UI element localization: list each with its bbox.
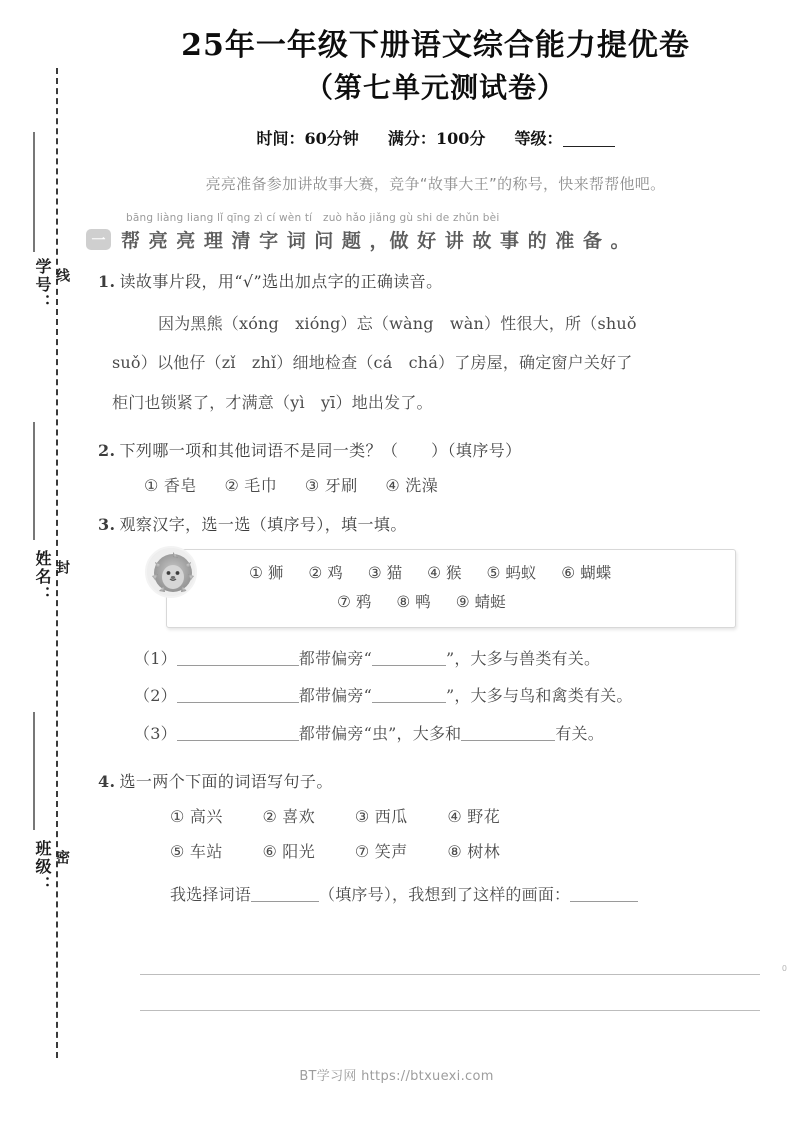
option-item[interactable] xyxy=(224,473,277,496)
question-1-passage xyxy=(98,304,793,422)
question-3-number: 3. xyxy=(98,514,116,534)
fill-row xyxy=(134,677,793,715)
grade-label: 等级： xyxy=(514,129,563,149)
question-2-options xyxy=(98,473,793,496)
option-marker: ⑦ xyxy=(354,841,370,861)
answer-start-blank[interactable] xyxy=(570,885,638,902)
exam-page xyxy=(78,0,793,1122)
question-1-text: 读故事片段，用“√”选出加点字的正确读音。 xyxy=(119,272,443,292)
option-label: 笑声 xyxy=(374,841,408,861)
question-1-number: 1. xyxy=(98,272,116,292)
option-label: 西瓜 xyxy=(374,806,408,826)
char-marker: ⑥ xyxy=(561,563,576,582)
char-marker: ③ xyxy=(367,563,382,582)
option-label: 车站 xyxy=(189,841,223,861)
fill-marker: （3） xyxy=(134,723,177,743)
seal-char-seal: 封 xyxy=(54,560,70,574)
fill-blank-a[interactable] xyxy=(177,649,299,666)
char-label: 鸡 xyxy=(327,563,343,582)
char-marker: ④ xyxy=(427,563,441,582)
intro-text: 亮亮准备参加讲故事大赛，竞争“故事大王”的称号，快来帮帮他吧。 xyxy=(205,175,666,194)
option-item[interactable] xyxy=(355,804,408,827)
seal-char-line: 线 xyxy=(54,268,70,282)
seal-char-secret: 密 xyxy=(54,850,70,864)
character-bank xyxy=(166,549,736,628)
char-item[interactable] xyxy=(456,588,506,617)
fill-blank-b[interactable] xyxy=(372,686,446,703)
passage-line-3: 柜门也锁紧了，才满意（yì yī）地出发了。 xyxy=(112,392,433,412)
option-label: 野花 xyxy=(467,806,501,826)
option-label: 阳光 xyxy=(282,841,316,861)
option-label: 洗澡 xyxy=(405,475,439,495)
section-title: 帮 亮 亮 理 清 字 词 问 题 ，做 好 讲 故 事 的 准 备 。 xyxy=(121,230,631,253)
char-label: 狮 xyxy=(267,563,284,582)
lion-icon xyxy=(145,546,197,598)
char-item[interactable] xyxy=(249,559,283,588)
char-item[interactable] xyxy=(396,588,430,617)
name-blank[interactable] xyxy=(33,422,35,540)
option-label: 高兴 xyxy=(189,806,223,826)
fill-tail: 有关。 xyxy=(555,723,604,743)
char-label: 猫 xyxy=(386,563,403,582)
char-marker: ② xyxy=(308,563,323,582)
time-label: 时间： xyxy=(256,129,305,149)
question-1-head xyxy=(98,269,793,292)
fill-blank-a[interactable] xyxy=(177,724,299,741)
section-pinyin: bāng liàng liang lǐ qīng zì cí wèn tí zuò hǎo jiǎng gù shi de zhǔn bèi xyxy=(126,212,500,225)
answer-choice-blank[interactable] xyxy=(251,885,319,902)
question-2-number: 2. xyxy=(98,440,116,460)
page-tiny-mark: 0 xyxy=(781,964,787,974)
char-label: 蜻蜓 xyxy=(474,593,506,612)
char-marker: ⑤ xyxy=(486,563,501,582)
question-4-options-row-1 xyxy=(98,804,793,827)
option-marker: ⑧ xyxy=(447,841,463,861)
section-number-badge: 一 xyxy=(86,229,111,250)
name-label: 姓名： xyxy=(33,550,52,604)
option-item[interactable] xyxy=(355,839,408,862)
fill-blank-a[interactable] xyxy=(177,686,299,703)
question-2-head xyxy=(98,438,793,461)
question-2 xyxy=(78,438,793,496)
option-marker: ③ xyxy=(354,806,370,826)
question-3-head xyxy=(98,512,793,535)
question-4-answer-prompt xyxy=(98,876,793,914)
score-value: 100分 xyxy=(435,129,486,149)
option-marker: ② xyxy=(262,806,278,826)
option-item[interactable] xyxy=(447,804,500,827)
option-marker: ⑤ xyxy=(170,841,185,861)
option-marker: ④ xyxy=(385,475,401,495)
option-item[interactable] xyxy=(447,839,500,862)
option-label: 毛巾 xyxy=(244,475,278,495)
fill-mid: 都带偏旁“ xyxy=(298,648,372,668)
time-value: 60分钟 xyxy=(304,129,359,149)
fill-mid: 都带偏旁“虫”，大多和 xyxy=(298,723,462,743)
student-id-label: 学号： xyxy=(33,258,52,312)
answer-write-line[interactable] xyxy=(140,975,760,1011)
option-marker: ⑥ xyxy=(262,841,278,861)
question-4 xyxy=(78,769,793,1012)
character-bank-wrap xyxy=(98,549,793,628)
char-item[interactable] xyxy=(337,588,371,617)
student-id-blank[interactable] xyxy=(33,132,35,252)
option-label: 香皂 xyxy=(163,475,197,495)
footer-watermark: BT学习网 https://btxuexi.com xyxy=(299,1069,494,1084)
exam-meta xyxy=(78,126,793,149)
fill-marker: （1） xyxy=(134,648,177,668)
question-1 xyxy=(78,269,793,422)
question-4-options-row-2 xyxy=(98,839,793,862)
fill-blank-b[interactable] xyxy=(461,724,555,741)
question-2-text: 下列哪一项和其他词语不是同一类？（ ）（填序号） xyxy=(119,440,522,460)
char-label: 蝴蝶 xyxy=(580,563,612,582)
fill-row xyxy=(134,715,793,753)
char-item[interactable] xyxy=(561,559,611,588)
char-item[interactable] xyxy=(368,559,402,588)
question-3-text: 观察汉字，选一选（填序号），填一填。 xyxy=(119,514,407,534)
answer-prompt-b: （填序号），我想到了这样的画面： xyxy=(319,884,571,904)
fill-tail: ”，大多与鸟和禽类有关。 xyxy=(445,686,633,706)
char-item[interactable] xyxy=(308,559,342,588)
option-label: 牙刷 xyxy=(324,475,358,495)
passage-line-2: suǒ）以他仔（zǐ zhǐ）细地检查（cá chá）了房屋，确定窗户关好了 xyxy=(112,353,633,373)
question-4-answer-lines xyxy=(98,939,793,1011)
option-item[interactable] xyxy=(170,804,223,827)
character-bank-row-1 xyxy=(167,559,735,588)
char-marker: ⑦ xyxy=(337,593,351,612)
char-item[interactable] xyxy=(427,559,461,588)
char-marker: ① xyxy=(249,563,263,582)
question-3-fills xyxy=(98,640,793,753)
char-label: 鸦 xyxy=(355,593,372,612)
score-label: 满分： xyxy=(387,129,436,149)
question-3 xyxy=(78,512,793,753)
class-label: 班级： xyxy=(33,840,52,894)
char-label: 蚂蚁 xyxy=(505,563,537,582)
page-title: 25年一年级下册语文综合能力提优卷 xyxy=(181,28,690,63)
option-marker: ③ xyxy=(304,475,320,495)
option-marker: ① xyxy=(170,806,185,826)
question-4-head xyxy=(98,769,793,792)
option-label: 树林 xyxy=(467,841,501,861)
question-4-number: 4. xyxy=(98,771,116,791)
option-label: 喜欢 xyxy=(282,806,316,826)
option-item[interactable] xyxy=(262,839,315,862)
answer-prompt-a: 我选择词语 xyxy=(170,884,252,904)
class-blank[interactable] xyxy=(33,712,35,830)
seal-margin xyxy=(0,0,78,1122)
option-item[interactable] xyxy=(170,839,223,862)
answer-write-line[interactable] xyxy=(140,939,760,975)
question-4-text: 选一两个下面的词语写句子。 xyxy=(119,771,333,791)
option-item[interactable] xyxy=(144,473,197,496)
char-label: 鸭 xyxy=(415,593,431,612)
char-marker: ⑨ xyxy=(455,593,470,612)
fill-row xyxy=(134,640,793,678)
option-marker: ① xyxy=(144,475,159,495)
grade-input-blank[interactable] xyxy=(563,146,615,147)
option-item[interactable] xyxy=(262,804,315,827)
fill-tail: ”，大多与兽类有关。 xyxy=(445,648,601,668)
page-subtitle: （第七单元测试卷） xyxy=(304,70,566,104)
fill-mid: 都带偏旁“ xyxy=(298,686,372,706)
fill-marker: （2） xyxy=(134,686,177,706)
option-item[interactable] xyxy=(305,473,358,496)
option-marker: ④ xyxy=(447,806,463,826)
option-marker: ② xyxy=(224,475,240,495)
margin-label-column xyxy=(14,70,70,1030)
option-item[interactable] xyxy=(385,473,438,496)
character-bank-row-2 xyxy=(167,588,735,617)
char-label: 猴 xyxy=(445,563,462,582)
char-item[interactable] xyxy=(486,559,536,588)
section-one xyxy=(78,210,793,253)
passage-line-1: 因为黑熊（xóng xióng）忘（wàng wàn）性很大，所（shuǒ xyxy=(158,314,637,334)
fill-blank-b[interactable] xyxy=(372,649,446,666)
char-marker: ⑧ xyxy=(396,593,411,612)
